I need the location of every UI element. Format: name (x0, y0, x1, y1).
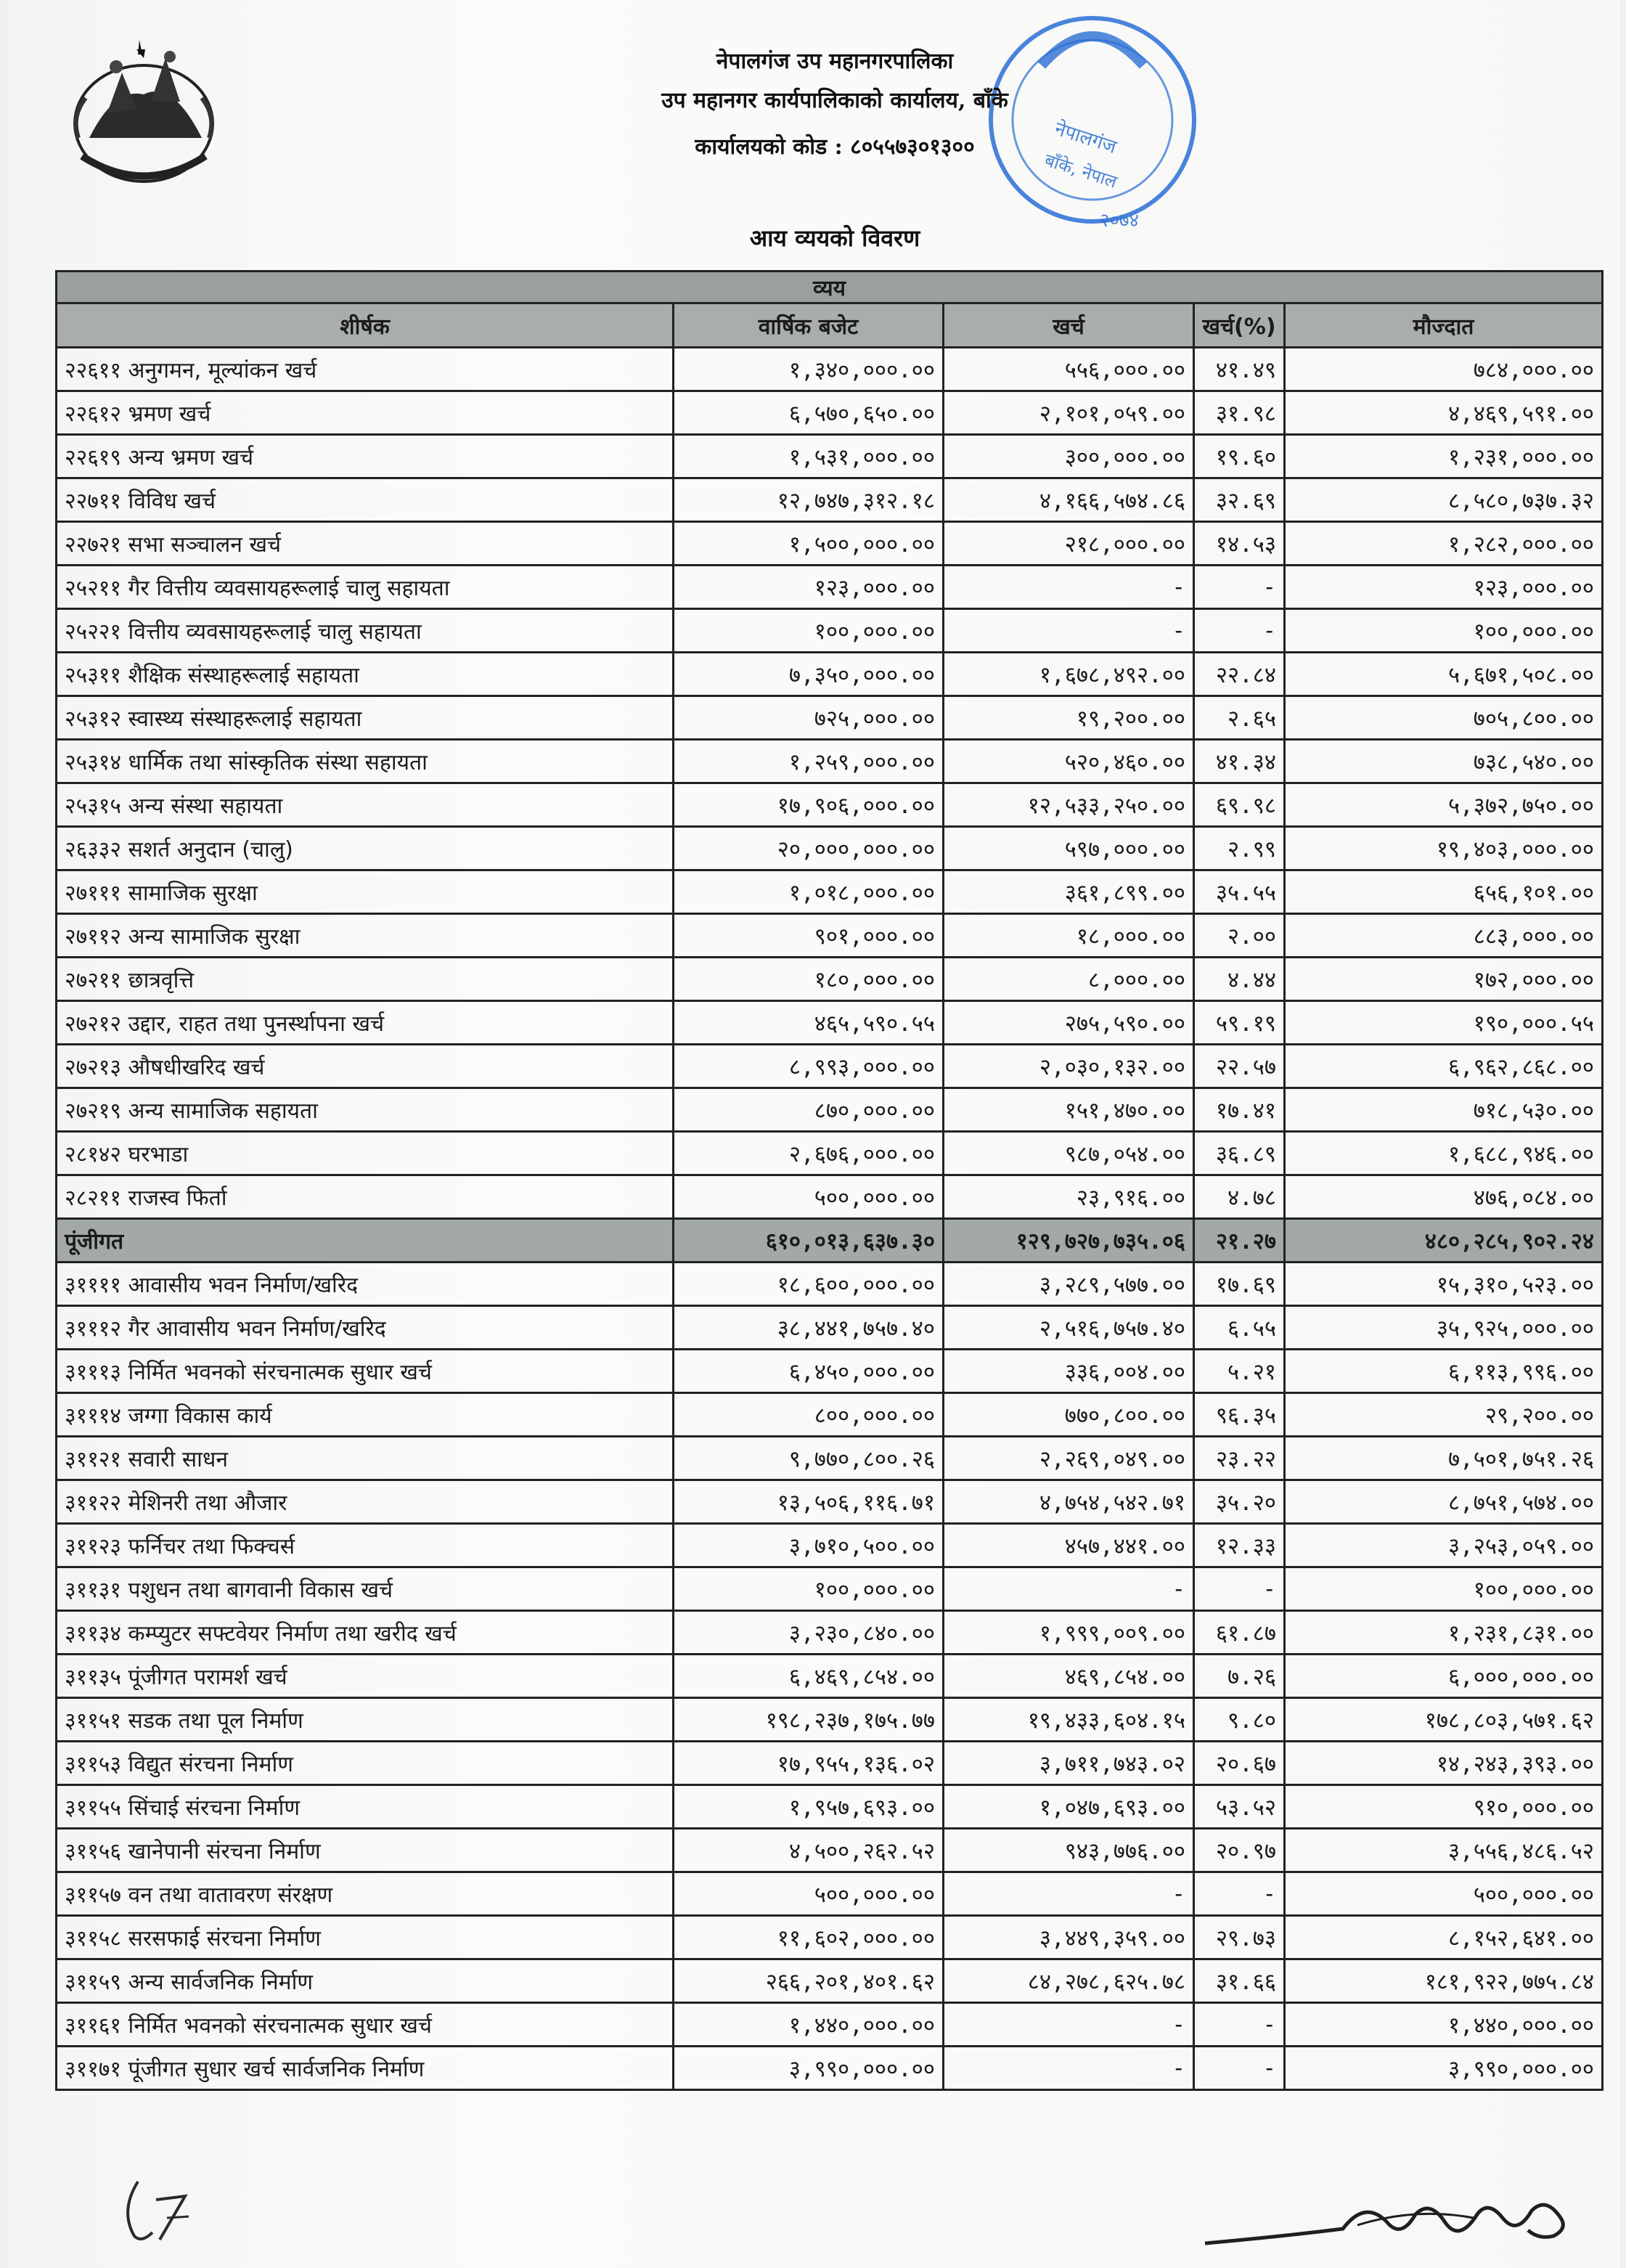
cell-expense: ९४३,७७६.०० (944, 1829, 1194, 1872)
cell-title: २८२११ राजस्व फिर्ता (57, 1175, 674, 1219)
current-expense-row (57, 522, 1603, 566)
cell-expense: ३,२८९,५७७.०० (944, 1263, 1194, 1306)
cell-expense: ८,०००.०० (944, 958, 1194, 1001)
cell-percent: ५९.१९ (1194, 1001, 1285, 1045)
cell-expense: १,९९९,००९.०० (944, 1611, 1194, 1655)
cell-title: ३११७१ पूंजीगत सुधार खर्च सार्वजनिक निर्माण (57, 2047, 674, 2090)
cell-title: ३११२१ सवारी साधन (57, 1437, 674, 1480)
cell-balance: १५,३१०,५२३.०० (1285, 1263, 1603, 1306)
cell-budget: ३८,४४१,७५७.४० (674, 1306, 944, 1350)
cell-title: ३११५३ विद्युत संरचना निर्माण (57, 1742, 674, 1785)
cell-title: ३११५७ वन तथा वातावरण संरक्षण (57, 1872, 674, 1916)
current-expense-row (57, 1175, 1603, 1219)
cell-balance: ८,५८०,७३७.३२ (1285, 478, 1603, 522)
capital-expense-row (57, 1524, 1603, 1567)
cell-title: २५३११ शैक्षिक संस्थाहरूलाई सहायता (57, 653, 674, 696)
cell-balance: १२३,०००.०० (1285, 566, 1603, 609)
capital-expense-row (57, 2047, 1603, 2090)
cell-budget: १७,९५५,१३६.०२ (674, 1742, 944, 1785)
cell-percent: ७.२६ (1194, 1655, 1285, 1698)
current-expense-row (57, 958, 1603, 1001)
cell-balance: १९,४०३,०००.०० (1285, 827, 1603, 870)
cell-percent: १२.३३ (1194, 1524, 1285, 1567)
cell-expense: ४,१६६,५७४.८६ (944, 478, 1194, 522)
cell-title: २७२१९ अन्य सामाजिक सहायता (57, 1088, 674, 1132)
handwritten-signature (1198, 2185, 1604, 2258)
cell-budget: १,५३१,०००.०० (674, 435, 944, 478)
cell-balance: ५००,०००.०० (1285, 1872, 1603, 1916)
cell-expense: २,०३०,१३२.०० (944, 1045, 1194, 1088)
current-expense-row (57, 827, 1603, 870)
cell-title: ३११५१ सडक तथा पूल निर्माण (57, 1698, 674, 1742)
cell-expense: २१८,०००.०० (944, 522, 1194, 566)
cell-expense: ७७०,८००.०० (944, 1393, 1194, 1437)
col-header-expense: खर्च (944, 303, 1194, 348)
cell-expense: १९,२००.०० (944, 696, 1194, 740)
cell-expense: २,५१६,७५७.४० (944, 1306, 1194, 1350)
cell-title: ३११५९ अन्य सार्वजनिक निर्माण (57, 1959, 674, 2003)
cell-percent: - (1194, 1567, 1285, 1611)
cell-balance: ६,११३,९९६.०० (1285, 1350, 1603, 1393)
cell-balance: १७२,०००.०० (1285, 958, 1603, 1001)
cell-percent: २.६५ (1194, 696, 1285, 740)
cell-percent: २०.६७ (1194, 1742, 1285, 1785)
cell-budget: २६६,२०१,४०१.६२ (674, 1959, 944, 2003)
cell-title: ३१११३ निर्मित भवनको संरचनात्मक सुधार खर्च (57, 1350, 674, 1393)
cell-percent: ३६.८९ (1194, 1132, 1285, 1175)
col-header-budget: वार्षिक बजेट (674, 303, 944, 348)
table-group-header (57, 272, 1603, 303)
cell-expense: १८,०००.०० (944, 914, 1194, 958)
capital-expense-row (57, 1698, 1603, 1742)
office-code: कार्यालयको कोड : ८०५५७३०१३०० (695, 134, 975, 160)
cell-percent: - (1194, 1872, 1285, 1916)
cell-expense: १,६७८,४९२.०० (944, 653, 1194, 696)
cell-balance: २९,२००.०० (1285, 1393, 1603, 1437)
cell-percent: ४१.४९ (1194, 348, 1285, 391)
cell-budget: ९,७७०,८००.२६ (674, 1437, 944, 1480)
current-expense-row (57, 1045, 1603, 1088)
capital-expense-row (57, 2003, 1603, 2047)
document-page (7, 0, 1620, 2268)
cell-budget: १९८,२३७,१७५.७७ (674, 1698, 944, 1742)
capital-expense-row (57, 1785, 1603, 1829)
cell-balance: ९१०,०००.०० (1285, 1785, 1603, 1829)
capital-expense-row (57, 1872, 1603, 1916)
cell-balance: ८८३,०००.०० (1285, 914, 1603, 958)
cell-title: २७२१३ औषधीखरिद खर्च (57, 1045, 674, 1088)
cell-percent: १९.६० (1194, 435, 1285, 478)
col-header-balance: मौज्दात (1285, 303, 1603, 348)
cell-balance: ७८४,०००.०० (1285, 348, 1603, 391)
current-expense-row (57, 653, 1603, 696)
cell-percent: २०.९७ (1194, 1829, 1285, 1872)
cell-expense: ५५६,०००.०० (944, 348, 1194, 391)
cell-budget: २०,०००,०००.०० (674, 827, 944, 870)
capital-expense-row (57, 1655, 1603, 1698)
cell-expense: ४५७,४४१.०० (944, 1524, 1194, 1567)
cell-percent: - (1194, 566, 1285, 609)
cell-balance: ८,७५१,५७४.०० (1285, 1480, 1603, 1524)
cell-budget: ६,४६९,८५४.०० (674, 1655, 944, 1698)
cell-balance: १९०,०००.५५ (1285, 1001, 1603, 1045)
cell-title: २५३१५ अन्य संस्था सहायता (57, 783, 674, 827)
cell-balance: १८१,९२२,७७५.८४ (1285, 1959, 1603, 2003)
svg-text:नेपालगंज: नेपालगंज (1052, 118, 1119, 159)
cell-expense: २३,९१६.०० (944, 1175, 1194, 1219)
cell-balance: ३,५५६,४८६.५२ (1285, 1829, 1603, 1872)
cell-expense: - (944, 609, 1194, 653)
current-expense-row (57, 1132, 1603, 1175)
capital-section-row (57, 1219, 1603, 1263)
cell-budget: १८,६००,०००.०० (674, 1263, 944, 1306)
cell-expense: ३००,०००.०० (944, 435, 1194, 478)
capital-expense-row (57, 1306, 1603, 1350)
cell-expense: ३६१,८९९.०० (944, 870, 1194, 914)
cell-expense: ३,४४९,३५९.०० (944, 1916, 1194, 1959)
cell-balance: ३,२५३,०५९.०० (1285, 1524, 1603, 1567)
svg-text:२०७४: २०७४ (1100, 210, 1140, 232)
capital-balance: ४८०,२८५,९०२.२४ (1285, 1219, 1603, 1263)
cell-expense: १९,४३३,६०४.१५ (944, 1698, 1194, 1742)
cell-title: ३११६१ निर्मित भवनको संरचनात्मक सुधार खर्च (57, 2003, 674, 2047)
cell-percent: ६१.८७ (1194, 1611, 1285, 1655)
handwritten-initials (116, 2167, 203, 2247)
cell-title: ३११११ आवासीय भवन निर्माण/खरिद (57, 1263, 674, 1306)
cell-title: २८१४२ घरभाडा (57, 1132, 674, 1175)
cell-percent: - (1194, 609, 1285, 653)
cell-expense: - (944, 2003, 1194, 2047)
col-header-title: शीर्षक (57, 303, 674, 348)
capital-expense-row (57, 1437, 1603, 1480)
current-expense-row (57, 435, 1603, 478)
cell-balance: ३,९९०,०००.०० (1285, 2047, 1603, 2090)
cell-expense: ९८७,०५४.०० (944, 1132, 1194, 1175)
capital-expense-row (57, 1611, 1603, 1655)
svg-text:बाँके, नेपाल: बाँके, नेपाल (1042, 150, 1120, 192)
cell-expense: ४६९,८५४.०० (944, 1655, 1194, 1698)
cell-expense: - (944, 2047, 1194, 2090)
cell-budget: १,३४०,०००.०० (674, 348, 944, 391)
cell-expense: - (944, 1567, 1194, 1611)
current-expense-row (57, 870, 1603, 914)
cell-balance: ६,०००,०००.०० (1285, 1655, 1603, 1698)
cell-title: २५२२१ वित्तीय व्यवसायहरूलाई चालु सहायता (57, 609, 674, 653)
cell-budget: १,२५९,०००.०० (674, 740, 944, 783)
cell-balance: १,६८८,९४६.०० (1285, 1132, 1603, 1175)
cell-budget: १,४४०,०००.०० (674, 2003, 944, 2047)
cell-budget: ५००,०००.०० (674, 1872, 944, 1916)
cell-percent: ३२.६९ (1194, 478, 1285, 522)
statement-title: आय व्ययको विवरण (749, 224, 920, 252)
cell-percent: १७.४१ (1194, 1088, 1285, 1132)
cell-percent: ५३.५२ (1194, 1785, 1285, 1829)
cell-title: २७१११ सामाजिक सुरक्षा (57, 870, 674, 914)
cell-budget: ३,२३०,८४०.०० (674, 1611, 944, 1655)
capital-expense-row (57, 1393, 1603, 1437)
cell-title: २७२१२ उद्दार, राहत तथा पुनर्स्थापना खर्च (57, 1001, 674, 1045)
cell-balance: ४,४६९,५९१.०० (1285, 391, 1603, 435)
cell-balance: १००,०००.०० (1285, 609, 1603, 653)
cell-percent: ४.४४ (1194, 958, 1285, 1001)
cell-percent: २२.५७ (1194, 1045, 1285, 1088)
cell-title: ३११२३ फर्निचर तथा फिक्चर्स (57, 1524, 674, 1567)
current-expense-row (57, 740, 1603, 783)
cell-budget: १३,५०६,११६.७१ (674, 1480, 944, 1524)
cell-budget: ८,९९३,०००.०० (674, 1045, 944, 1088)
expenditure-table (55, 270, 1603, 2091)
cell-budget: १२३,०००.०० (674, 566, 944, 609)
cell-balance: ७,५०१,७५१.२६ (1285, 1437, 1603, 1480)
cell-title: २७११२ अन्य सामाजिक सुरक्षा (57, 914, 674, 958)
cell-expense: ५९७,०००.०० (944, 827, 1194, 870)
cell-percent: ४१.३४ (1194, 740, 1285, 783)
cell-percent: ६९.९८ (1194, 783, 1285, 827)
cell-title: ३११२२ मेशिनरी तथा औजार (57, 1480, 674, 1524)
cell-balance: ४७६,०८४.०० (1285, 1175, 1603, 1219)
col-header-percent: खर्च(%) (1194, 303, 1285, 348)
cell-expense: १,०४७,६९३.०० (944, 1785, 1194, 1829)
cell-percent: ४.७८ (1194, 1175, 1285, 1219)
cell-title: ३११५६ खानेपानी संरचना निर्माण (57, 1829, 674, 1872)
cell-budget: १७,९०६,०००.०० (674, 783, 944, 827)
capital-expense-row (57, 1480, 1603, 1524)
cell-title: २५३१४ धार्मिक तथा सांस्कृतिक संस्था सहायता (57, 740, 674, 783)
capital-expense-row (57, 1916, 1603, 1959)
capital-percent: २१.२७ (1194, 1219, 1285, 1263)
cell-budget: ८७०,०००.०० (674, 1088, 944, 1132)
current-expense-row (57, 391, 1603, 435)
capital-expense-row (57, 1567, 1603, 1611)
capital-label: पूंजीगत (57, 1219, 674, 1263)
cell-expense: ८४,२७८,६२५.७८ (944, 1959, 1194, 2003)
cell-balance: १४,२४३,३९३.०० (1285, 1742, 1603, 1785)
capital-expense-row (57, 1350, 1603, 1393)
cell-percent: ९.८० (1194, 1698, 1285, 1742)
cell-title: २५२११ गैर वित्तीय व्यवसायहरूलाई चालु सहायता (57, 566, 674, 609)
cell-budget: १८०,०००.०० (674, 958, 944, 1001)
cell-budget: ३,९९०,०००.०० (674, 2047, 944, 2090)
cell-budget: ७२५,०००.०० (674, 696, 944, 740)
cell-budget: ११,६०२,०००.०० (674, 1916, 944, 1959)
cell-title: ३११३४ कम्प्युटर सफ्टवेयर निर्माण तथा खरीद खर्च (57, 1611, 674, 1655)
cell-expense: ३३६,००४.०० (944, 1350, 1194, 1393)
current-expense-row (57, 566, 1603, 609)
cell-title: ३११५८ सरसफाई संरचना निर्माण (57, 1916, 674, 1959)
current-expense-row (57, 1001, 1603, 1045)
cell-budget: १,९५७,६९३.०० (674, 1785, 944, 1829)
cell-percent: ९६.३५ (1194, 1393, 1285, 1437)
cell-percent: ३५.५५ (1194, 870, 1285, 914)
cell-budget: २,६७६,०००.०० (674, 1132, 944, 1175)
capital-expense-row (57, 1263, 1603, 1306)
cell-expense: २,१०१,०५९.०० (944, 391, 1194, 435)
cell-title: ३११५५ सिंचाई संरचना निर्माण (57, 1785, 674, 1829)
capital-expense-row (57, 1742, 1603, 1785)
cell-title: २६३३२ सशर्त अनुदान (चालु) (57, 827, 674, 870)
cell-budget: १,५००,०००.०० (674, 522, 944, 566)
cell-budget: ६,५७०,६५०.०० (674, 391, 944, 435)
cell-percent: ३१.६६ (1194, 1959, 1285, 2003)
cell-expense: १५१,४७०.०० (944, 1088, 1194, 1132)
cell-budget: १००,०००.०० (674, 609, 944, 653)
office-stamp (973, 0, 1205, 240)
cell-balance: ६५६,१०१.०० (1285, 870, 1603, 914)
cell-budget: ४,५००,२६२.५२ (674, 1829, 944, 1872)
cell-budget: ७,३५०,०००.०० (674, 653, 944, 696)
capital-expense-row (57, 1829, 1603, 1872)
current-expense-row (57, 914, 1603, 958)
current-expense-row (57, 696, 1603, 740)
nepal-government-emblem (64, 29, 224, 196)
cell-budget: ८००,०००.०० (674, 1393, 944, 1437)
cell-title: २७२११ छात्रवृत्ति (57, 958, 674, 1001)
cell-balance: १,२३१,८३१.०० (1285, 1611, 1603, 1655)
cell-balance: ५,६७१,५०८.०० (1285, 653, 1603, 696)
cell-percent: - (1194, 2047, 1285, 2090)
office-name: उप महानगर कार्यपालिकाको कार्यालय, बाँके (661, 88, 1008, 113)
cell-expense: २७५,५९०.०० (944, 1001, 1194, 1045)
table-column-headers (57, 303, 1603, 348)
cell-budget: ५००,०००.०० (674, 1175, 944, 1219)
cell-budget: ४६५,५९०.५५ (674, 1001, 944, 1045)
current-expense-row (57, 478, 1603, 522)
cell-expense: ५२०,४६०.०० (944, 740, 1194, 783)
cell-title: २२६१२ भ्रमण खर्च (57, 391, 674, 435)
cell-title: २२७११ विविध खर्च (57, 478, 674, 522)
cell-budget: ६,४५०,०००.०० (674, 1350, 944, 1393)
cell-percent: ५.२१ (1194, 1350, 1285, 1393)
cell-balance: १००,०००.०० (1285, 1567, 1603, 1611)
cell-percent: २३.२२ (1194, 1437, 1285, 1480)
cell-percent: १४.५३ (1194, 522, 1285, 566)
cell-expense: २,२६९,०४९.०० (944, 1437, 1194, 1480)
cell-percent: २.०० (1194, 914, 1285, 958)
capital-budget: ६१०,०१३,६३७.३० (674, 1219, 944, 1263)
expense-group-label: व्यय (57, 272, 1603, 303)
cell-balance: १,४४०,०००.०० (1285, 2003, 1603, 2047)
capital-expense: १२९,७२७,७३५.०६ (944, 1219, 1194, 1263)
cell-budget: ९०१,०००.०० (674, 914, 944, 958)
cell-balance: ५,३७२,७५०.०० (1285, 783, 1603, 827)
cell-title: २५३१२ स्वास्थ्य संस्थाहरूलाई सहायता (57, 696, 674, 740)
cell-percent: २९.७३ (1194, 1916, 1285, 1959)
cell-budget: ३,७१०,५००.०० (674, 1524, 944, 1567)
municipality-name: नेपालगंज उप महानगरपालिका (716, 49, 954, 74)
cell-percent: - (1194, 2003, 1285, 2047)
cell-expense: ३,७११,७४३.०२ (944, 1742, 1194, 1785)
cell-balance: ७०५,८००.०० (1285, 696, 1603, 740)
cell-balance: १,२३१,०००.०० (1285, 435, 1603, 478)
cell-percent: ३५.२० (1194, 1480, 1285, 1524)
cell-title: २२७२१ सभा सञ्चालन खर्च (57, 522, 674, 566)
cell-budget: १,०१८,०००.०० (674, 870, 944, 914)
cell-balance: ७१८,५३०.०० (1285, 1088, 1603, 1132)
cell-title: ३११३१ पशुधन तथा बागवानी विकास खर्च (57, 1567, 674, 1611)
cell-title: ३१११४ जग्गा विकास कार्य (57, 1393, 674, 1437)
cell-percent: १७.६९ (1194, 1263, 1285, 1306)
cell-title: ३११३५ पूंजीगत परामर्श खर्च (57, 1655, 674, 1698)
cell-expense: - (944, 566, 1194, 609)
cell-title: ३१११२ गैर आवासीय भवन निर्माण/खरिद (57, 1306, 674, 1350)
cell-balance: ७३८,५४०.०० (1285, 740, 1603, 783)
cell-expense: - (944, 1872, 1194, 1916)
cell-percent: ६.५५ (1194, 1306, 1285, 1350)
cell-budget: १००,०००.०० (674, 1567, 944, 1611)
cell-expense: १२,५३३,२५०.०० (944, 783, 1194, 827)
cell-budget: १२,७४७,३१२.१८ (674, 478, 944, 522)
cell-balance: ८,१५२,६४१.०० (1285, 1916, 1603, 1959)
capital-expense-row (57, 1959, 1603, 2003)
cell-percent: २२.८४ (1194, 653, 1285, 696)
current-expense-row (57, 348, 1603, 391)
cell-title: २२६११ अनुगमन, मूल्यांकन खर्च (57, 348, 674, 391)
cell-balance: ३५,९२५,०००.०० (1285, 1306, 1603, 1350)
cell-percent: ३१.९८ (1194, 391, 1285, 435)
cell-balance: १,२८२,०००.०० (1285, 522, 1603, 566)
cell-percent: २.९९ (1194, 827, 1285, 870)
cell-balance: ६,९६२,८६८.०० (1285, 1045, 1603, 1088)
cell-expense: ४,७५४,५४२.७१ (944, 1480, 1194, 1524)
current-expense-row (57, 783, 1603, 827)
cell-title: २२६१९ अन्य भ्रमण खर्च (57, 435, 674, 478)
current-expense-row (57, 1088, 1603, 1132)
cell-balance: १७८,८०३,५७१.६२ (1285, 1698, 1603, 1742)
current-expense-row (57, 609, 1603, 653)
